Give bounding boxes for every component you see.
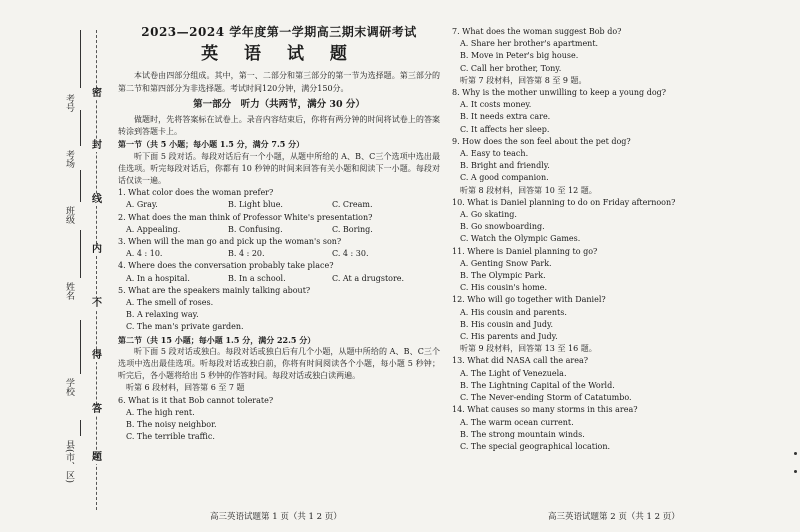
right-column bbox=[452, 26, 788, 453]
field-label-class: 班级 bbox=[64, 206, 74, 224]
options-4 bbox=[118, 273, 440, 285]
option: C. His cousin's home. bbox=[460, 283, 548, 293]
material-note: 听第 8 段材料，回答第 10 至 12 题。 bbox=[460, 185, 597, 195]
page-footer-right: 高三英语试题第 2 页（共 1 2 页） bbox=[548, 512, 680, 522]
page-footer-left: 高三英语试题第 1 页（共 1 2 页） bbox=[210, 512, 342, 522]
option: C. A good companion. bbox=[460, 173, 549, 183]
option: C. 4 : 30. bbox=[332, 249, 369, 259]
section1-instruction: 听下面 5 段对话。每段对话后有一个小题，从题中所给的 A、B、C三个选项中选出最佳选项。听完每段对话后，你都有 10 秒钟的时间来回答有关小题和阅读下一小题。每段对话仅读一遍。 bbox=[118, 151, 440, 186]
option: A. His cousin and parents. bbox=[460, 307, 567, 317]
question-13: 13. What did NASA call the area? bbox=[452, 356, 589, 366]
field-line-exam-room bbox=[80, 110, 81, 146]
option: A. It costs money. bbox=[460, 100, 532, 110]
option: A. In a hospital. bbox=[126, 273, 190, 283]
option: B. Go snowboarding. bbox=[460, 222, 545, 232]
option: C. The terrible traffic. bbox=[126, 432, 215, 442]
question-8: 8. Why is the mother unwilling to keep a young dog? bbox=[452, 88, 667, 98]
option: C. Call her brother, Tony. bbox=[460, 63, 562, 73]
option: B. Light blue. bbox=[228, 200, 283, 210]
seal-char: 内 bbox=[92, 244, 102, 255]
field-line-class bbox=[80, 170, 81, 202]
option: C. The man's private garden. bbox=[126, 322, 244, 332]
scan-dot bbox=[794, 452, 797, 455]
seal-char: 不 bbox=[92, 298, 102, 309]
option: C. The special geographical location. bbox=[460, 441, 611, 451]
part1-title: 第一部分 听力（共两节，满分 30 分） bbox=[193, 98, 365, 110]
option: C. Boring. bbox=[332, 224, 373, 234]
options-1 bbox=[118, 199, 440, 211]
option: B. Confusing. bbox=[228, 224, 283, 234]
question-9: 9. How does the son feel about the pet dog? bbox=[452, 136, 631, 146]
left-column bbox=[118, 26, 440, 444]
subject-title: 英 语 试 题 bbox=[201, 44, 357, 65]
seal-char: 得 bbox=[92, 350, 102, 361]
field-line-exam-number bbox=[80, 30, 81, 88]
question-2: 2. What does the man think of Professor White's presentation? bbox=[118, 212, 373, 222]
question-4: 4. Where does the conversation probably take place? bbox=[118, 261, 334, 271]
option: B. The Olympic Park. bbox=[460, 271, 546, 281]
option: C. It affects her sleep. bbox=[460, 124, 550, 134]
option: B. In a school. bbox=[228, 273, 286, 283]
field-label-name: 姓名 bbox=[64, 282, 74, 300]
option: B. Bright and friendly. bbox=[460, 161, 550, 171]
question-7: 7. What does the woman suggest Bob do? bbox=[452, 27, 622, 36]
scan-dot bbox=[794, 470, 797, 473]
option: A. The warm ocean current. bbox=[460, 417, 574, 427]
field-line-district bbox=[80, 420, 81, 436]
question-14: 14. What causes so many storms in this area? bbox=[452, 405, 638, 415]
option: B. The Lightning Capital of the World. bbox=[460, 380, 615, 390]
seal-dashed-line bbox=[96, 30, 97, 510]
option: A. Easy to teach. bbox=[460, 149, 529, 159]
option: C. The Never-ending Storm of Catatumbo. bbox=[460, 393, 632, 403]
field-label-district: 县(市、区) bbox=[64, 440, 74, 484]
question-3: 3. When will the man go and pick up the woman's son? bbox=[118, 237, 342, 247]
field-label-school: 学校 bbox=[64, 378, 74, 396]
binding-margin bbox=[0, 0, 108, 532]
material-note: 听第 9 段材料，回答第 13 至 16 题。 bbox=[460, 344, 597, 354]
material-note: 听第 6 段材料，回答第 6 至 7 题 bbox=[126, 383, 245, 393]
option: B. His cousin and Judy. bbox=[460, 319, 554, 329]
options-2 bbox=[118, 224, 440, 236]
options-3 bbox=[118, 248, 440, 260]
option: C. Cream. bbox=[332, 200, 373, 210]
option: B. Move in Peter's big house. bbox=[460, 51, 579, 61]
question-12: 12. Who will go together with Daniel? bbox=[452, 295, 606, 305]
seal-char: 答 bbox=[92, 404, 102, 415]
field-line-name bbox=[80, 230, 81, 278]
seal-char: 密 bbox=[92, 88, 102, 99]
option: C. Watch the Olympic Games. bbox=[460, 234, 581, 244]
option: A. 4 : 10. bbox=[126, 249, 163, 259]
field-label-exam-room: 考场 bbox=[64, 150, 74, 168]
option: B. The noisy neighbor. bbox=[126, 420, 217, 430]
question-11: 11. Where is Daniel planning to go? bbox=[452, 246, 598, 256]
option: A. Share her brother's apartment. bbox=[460, 39, 599, 49]
option: A. Go skating. bbox=[460, 210, 517, 220]
section1-heading: 第一节（共 5 小题；每小题 1.5 分，满分 7.5 分） bbox=[118, 139, 305, 150]
option: A. The smell of roses. bbox=[126, 298, 214, 308]
option: A. The high rent. bbox=[126, 407, 195, 417]
option: B. The strong mountain winds. bbox=[460, 429, 585, 439]
option: C. His parents and Judy. bbox=[460, 332, 558, 342]
material-note: 听第 7 段材料，回答第 8 至 9 题。 bbox=[460, 75, 587, 85]
field-line-school bbox=[80, 320, 81, 374]
option: A. Gray. bbox=[126, 200, 158, 210]
question-1: 1. What color does the woman prefer? bbox=[118, 188, 274, 198]
part1-instruction: 做题时，先将答案标在试卷上。录音内容结束后，你将有两分钟的时间将试卷上的答案转涂到答题卡上。 bbox=[118, 115, 440, 137]
section2-heading: 第二节（共 15 小题；每小题 1.5 分，满分 22.5 分） bbox=[118, 334, 316, 345]
option: A. Genting Snow Park. bbox=[460, 258, 552, 268]
option: C. At a drugstore. bbox=[332, 273, 405, 283]
seal-char: 题 bbox=[92, 452, 102, 463]
seal-char: 封 bbox=[92, 140, 102, 151]
seal-char: 线 bbox=[92, 194, 102, 205]
option: A. Appealing. bbox=[126, 224, 181, 234]
section2-instruction: 听下面 5 段对话或独白。每段对话或独白后有几个小题，从题中所给的 A、B、C三个选项中选出最佳选项。听每段对话或独白前，你将有时间阅读各个小题，每小题 5 秒钟；听完后，各小题将给出 5 秒钟的作答时间。每段对话或独白读两遍。 bbox=[118, 346, 440, 381]
field-label-exam-number: 考号 bbox=[64, 94, 74, 112]
option: B. A relaxing way. bbox=[126, 310, 199, 320]
option: B. 4 : 20. bbox=[228, 249, 265, 259]
option: A. The Light of Venezuela. bbox=[460, 368, 567, 378]
option: B. It needs extra care. bbox=[460, 112, 551, 122]
exam-title: 2023—2024 学年度第一学期高三期末调研考试 bbox=[141, 25, 417, 39]
question-6: 6. What is it that Bob cannot tolerate? bbox=[118, 395, 274, 405]
question-5: 5. What are the speakers mainly talking about? bbox=[118, 285, 311, 295]
question-10: 10. What is Daniel planning to do on Friday afternoon? bbox=[452, 197, 676, 207]
exam-intro: 本试卷由四部分组成。其中，第一、二部分和第三部分的第一节为选择题。第三部分的第二节和第四部分为非选择题。考试时间120分钟，满分150分。 bbox=[118, 71, 440, 93]
